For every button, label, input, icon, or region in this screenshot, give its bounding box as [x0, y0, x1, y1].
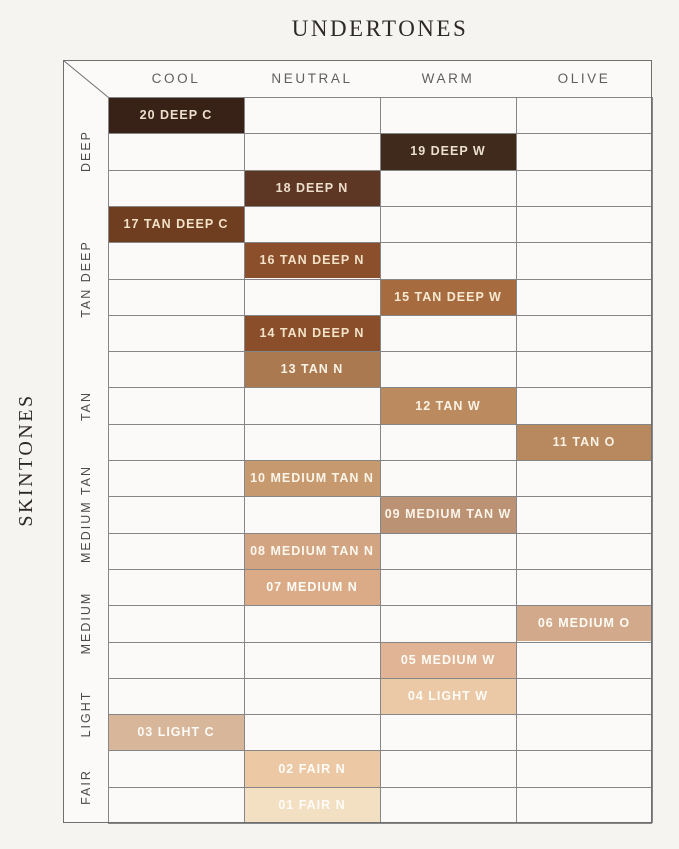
- undertones-axis-title: UNDERTONES: [291, 16, 469, 41]
- column-header-olive: OLIVE: [557, 71, 611, 86]
- shade-cell-16-tan-deep-n: 16 TAN DEEP N: [244, 242, 380, 278]
- row-group-label-tan: TAN: [78, 390, 93, 421]
- shade-cell-06-medium-o: 06 MEDIUM O: [516, 605, 652, 641]
- shade-cell-08-medium-tan-n: 08 MEDIUM TAN N: [244, 533, 380, 569]
- row-group-label-light: LIGHT: [78, 690, 93, 738]
- grid-line-vertical: [380, 97, 381, 823]
- grid-line-vertical: [244, 97, 245, 823]
- column-header-cool: COOL: [151, 71, 201, 86]
- column-header-neutral: NEUTRAL: [271, 71, 353, 86]
- shade-cell-05-medium-w: 05 MEDIUM W: [380, 642, 516, 678]
- shade-matrix-grid: [63, 60, 652, 823]
- row-group-label-medium: MEDIUM: [78, 592, 93, 655]
- shade-cell-13-tan-n: 13 TAN N: [244, 351, 380, 387]
- row-group-label-tan-deep: TAN DEEP: [78, 239, 93, 318]
- grid-line-vertical: [516, 97, 517, 823]
- shade-cell-18-deep-n: 18 DEEP N: [244, 170, 380, 206]
- shade-cell-12-tan-w: 12 TAN W: [380, 387, 516, 423]
- row-group-label-fair: FAIR: [78, 768, 93, 805]
- shade-cell-11-tan-o: 11 TAN O: [516, 424, 652, 460]
- shade-cell-07-medium-n: 07 MEDIUM N: [244, 569, 380, 605]
- column-header-warm: WARM: [421, 71, 475, 86]
- row-group-label-medium-tan: MEDIUM TAN: [78, 465, 93, 564]
- grid-line-vertical: [652, 97, 653, 823]
- shade-cell-14-tan-deep-n: 14 TAN DEEP N: [244, 315, 380, 351]
- shade-cell-09-medium-tan-w: 09 MEDIUM TAN W: [380, 496, 516, 532]
- shade-cell-01-fair-n: 01 FAIR N: [244, 787, 380, 823]
- grid-line-horizontal: [108, 823, 652, 824]
- shade-cell-17-tan-deep-c: 17 TAN DEEP C: [108, 206, 244, 242]
- shade-cell-19-deep-w: 19 DEEP W: [380, 133, 516, 169]
- grid-line-vertical: [108, 97, 109, 823]
- row-group-label-deep: DEEP: [78, 130, 93, 173]
- shade-cell-04-light-w: 04 LIGHT W: [380, 678, 516, 714]
- shade-cell-03-light-c: 03 LIGHT C: [108, 714, 244, 750]
- shade-cell-20-deep-c: 20 DEEP C: [108, 97, 244, 133]
- shade-cell-02-fair-n: 02 FAIR N: [244, 750, 380, 786]
- shade-cell-10-medium-tan-n: 10 MEDIUM TAN N: [244, 460, 380, 496]
- shade-cell-15-tan-deep-w: 15 TAN DEEP W: [380, 279, 516, 315]
- skintones-axis-title: SKINTONES: [15, 393, 37, 527]
